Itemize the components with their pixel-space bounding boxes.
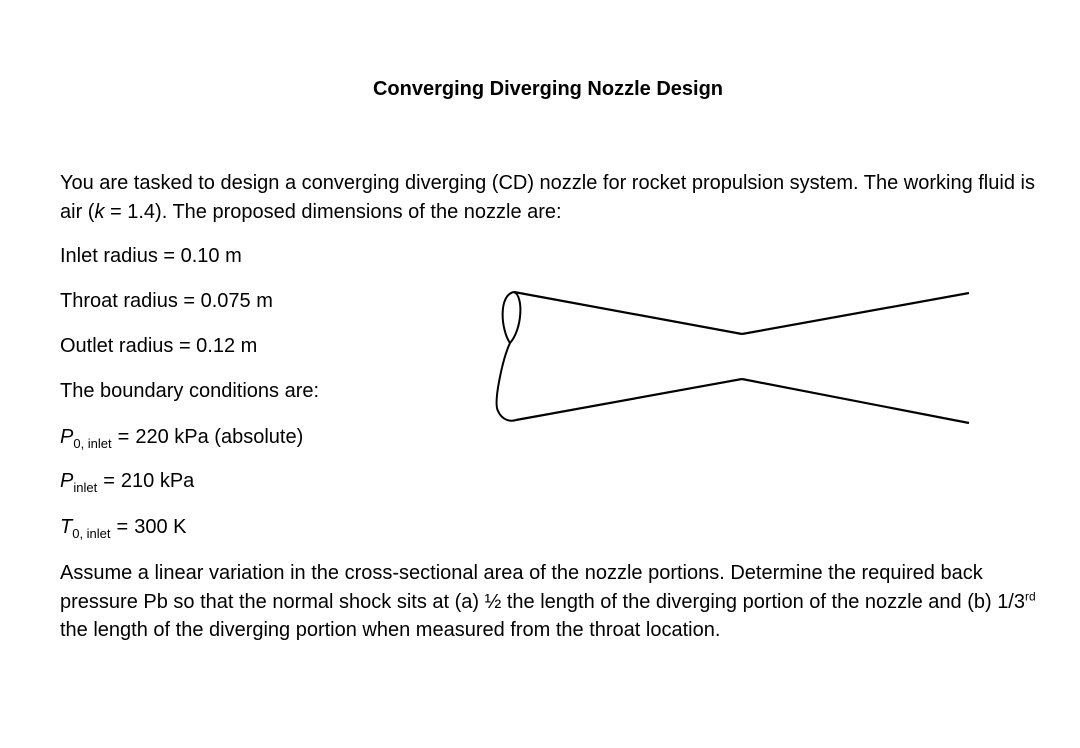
t0-subscript: 0, inlet (72, 526, 111, 541)
p0-equals: = (117, 426, 130, 448)
page-title: Converging Diverging Nozzle Design (372, 78, 724, 100)
p-symbol: P (60, 470, 74, 492)
closing-text-2: the length of the diverging portion when measured from the throat location. (60, 619, 721, 641)
p-value: 210 kPa (120, 470, 195, 492)
intro-text-1: You are tasked to design a converging diverging (CD) nozzle for rocket propulsion system. The working fluid is air ( (60, 172, 1035, 223)
throat-radius: Throat radius = 0.075 m (60, 290, 273, 312)
p0-symbol: P (60, 426, 74, 448)
nozzle-upper-converging-wall (514, 292, 742, 334)
t0-value: 300 K (134, 516, 187, 538)
nozzle-lower-converging-wall (516, 379, 742, 420)
nozzle-inlet-ellipse (497, 292, 516, 421)
p-equals: = (103, 470, 115, 492)
nozzle-upper-diverging-wall (742, 293, 969, 334)
p0-value: 220 kPa (absolute) (135, 426, 304, 448)
nozzle-lower-diverging-wall (742, 379, 969, 423)
p-subscript: inlet (73, 480, 98, 495)
outlet-radius: Outlet radius = 0.12 m (60, 335, 258, 357)
intro-text-2: = 1.4). The proposed dimensions of the nozzle are: (104, 201, 562, 223)
t0-symbol: T (60, 516, 73, 538)
p0-subscript: 0, inlet (73, 436, 112, 451)
closing-text-1: Assume a linear variation in the cross-sectional area of the nozzle portions. Determine the required back pressure Pb so that the normal shock sits at (a) ½ the length of the diverging portion of the nozzle and (b) 1/3 (60, 562, 1025, 613)
boundary-heading: The boundary conditions are: (60, 380, 320, 402)
nozzle-inlet-ellipse-back (510, 292, 520, 343)
ordinal-superscript: rd (1025, 588, 1036, 603)
k-symbol: k (94, 201, 105, 223)
inlet-radius: Inlet radius = 0.10 m (60, 245, 242, 267)
t0-equals: = (116, 516, 129, 538)
